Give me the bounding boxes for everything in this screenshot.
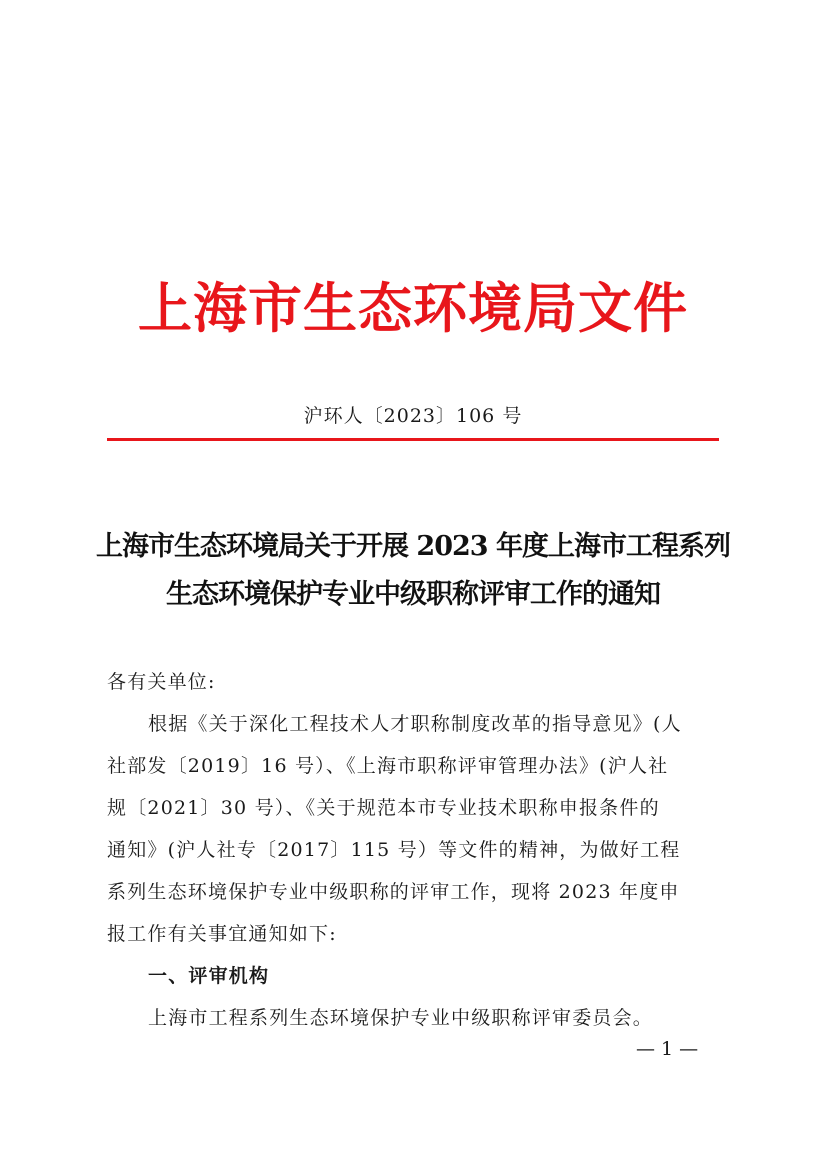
header-divider-line xyxy=(107,438,719,441)
paragraph-line: 社部发〔2019〕16 号）、《上海市职称评审管理办法》(沪人社 xyxy=(107,755,669,777)
agency-header-title: 上海市生态环境局文件 xyxy=(138,276,688,340)
section-heading: 一、评审机构 xyxy=(148,965,270,987)
paragraph-line: 通知》(沪人社专〔2017〕115 号）等文件的精神，为做好工程 xyxy=(107,839,681,861)
notice-body xyxy=(107,661,720,1039)
section-text: 上海市工程系列生态环境保护专业中级职称评审委员会。 xyxy=(148,1007,654,1029)
notice-title-line-1: 上海市生态环境局关于开展 2023 年度上海市工程系列 xyxy=(96,531,730,562)
paragraph-line: 系列生态环境保护专业中级职称的评审工作，现将 2023 年度申 xyxy=(107,881,680,903)
notice-title xyxy=(96,523,730,619)
page-number: — 1 — xyxy=(636,1038,699,1060)
notice-title-line-2: 生态环境保护专业中级职称评审工作的通知 xyxy=(166,579,660,610)
paragraph-line: 报工作有关事宜通知如下: xyxy=(107,923,337,945)
paragraph-line: 根据《关于深化工程技术人才职称制度改革的指导意见》(人 xyxy=(148,713,682,735)
salutation: 各有关单位: xyxy=(107,671,216,693)
document-number: 沪环人〔2023〕106 号 xyxy=(303,405,523,427)
paragraph-line: 规〔2021〕30 号）、《关于规范本市专业技术职称申报条件的 xyxy=(107,797,660,819)
